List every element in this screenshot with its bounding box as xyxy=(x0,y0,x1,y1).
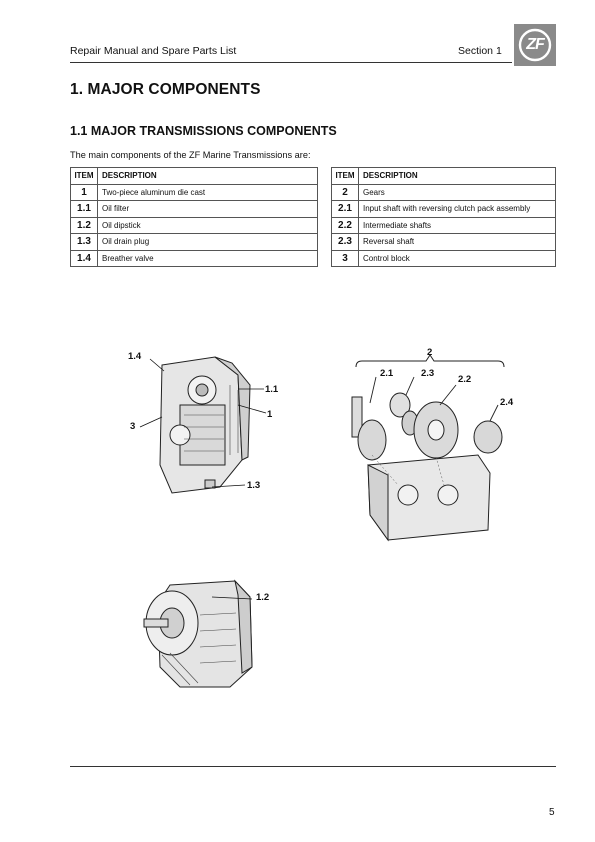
item-number: 2.3 xyxy=(332,234,359,251)
section-subtitle: 1.1 MAJOR TRANSMISSIONS COMPONENTS xyxy=(70,124,337,138)
table-row xyxy=(332,234,556,251)
item-number: 1.1 xyxy=(71,201,98,218)
callout-label: 1.4 xyxy=(128,351,142,362)
zf-logo xyxy=(514,24,556,66)
transmission-housing-figure xyxy=(120,345,295,505)
transmission-flange-figure xyxy=(140,575,270,695)
item-description: Oil dipstick xyxy=(98,217,318,234)
zf-logo-text: ZF xyxy=(526,36,544,53)
table-row xyxy=(71,234,318,251)
table-row xyxy=(71,201,318,218)
item-number: 1.4 xyxy=(71,250,98,267)
item-number: 2.1 xyxy=(332,201,359,218)
table-row xyxy=(332,184,556,201)
item-number: 1.2 xyxy=(71,217,98,234)
item-description: Oil drain plug xyxy=(98,234,318,251)
item-number: 2.2 xyxy=(332,217,359,234)
description-header: DESCRIPTION xyxy=(359,168,556,185)
callout-label: 1.2 xyxy=(256,592,270,603)
page-number: 5 xyxy=(549,807,555,818)
table-row xyxy=(332,217,556,234)
callout-label: 1.1 xyxy=(265,384,279,395)
components-table-left xyxy=(70,167,318,267)
item-description: Control block xyxy=(359,250,556,267)
item-description: Breather valve xyxy=(98,250,318,267)
components-table-right xyxy=(331,167,556,267)
callout-label: 2.1 xyxy=(380,368,394,379)
header-rule xyxy=(70,62,512,63)
header-section: Section 1 xyxy=(458,45,502,57)
callout-label: 2.4 xyxy=(500,397,514,408)
callout-label: 2.3 xyxy=(421,368,435,379)
callout-label: 1.3 xyxy=(247,480,261,491)
item-description: Two-piece aluminum die cast xyxy=(98,184,318,201)
item-description: Reversal shaft xyxy=(359,234,556,251)
item-number: 2 xyxy=(332,184,359,201)
callout-label: 1 xyxy=(267,409,273,420)
item-number: 1.3 xyxy=(71,234,98,251)
footer-rule xyxy=(70,766,556,767)
description-header: DESCRIPTION xyxy=(98,168,318,185)
callout-label: 2 xyxy=(427,347,433,358)
callout-label: 2.2 xyxy=(458,374,472,385)
table-row xyxy=(71,217,318,234)
item-description: Oil filter xyxy=(98,201,318,218)
header-title: Repair Manual and Spare Parts List xyxy=(70,45,237,57)
item-header: ITEM xyxy=(71,168,98,185)
page-title: 1. MAJOR COMPONENTS xyxy=(70,81,261,98)
table-row xyxy=(71,184,318,201)
item-description: Gears xyxy=(359,184,556,201)
intro-text: The main components of the ZF Marine Transmissions are: xyxy=(70,150,311,160)
callout-label: 3 xyxy=(130,421,136,432)
table-row xyxy=(332,201,556,218)
item-number: 1 xyxy=(71,184,98,201)
item-description: Intermediate shafts xyxy=(359,217,556,234)
item-description: Input shaft with reversing clutch pack assembly xyxy=(359,201,556,218)
item-number: 3 xyxy=(332,250,359,267)
exploded-gears-figure xyxy=(348,355,528,545)
table-row xyxy=(332,250,556,267)
item-header: ITEM xyxy=(332,168,359,185)
table-row xyxy=(71,250,318,267)
